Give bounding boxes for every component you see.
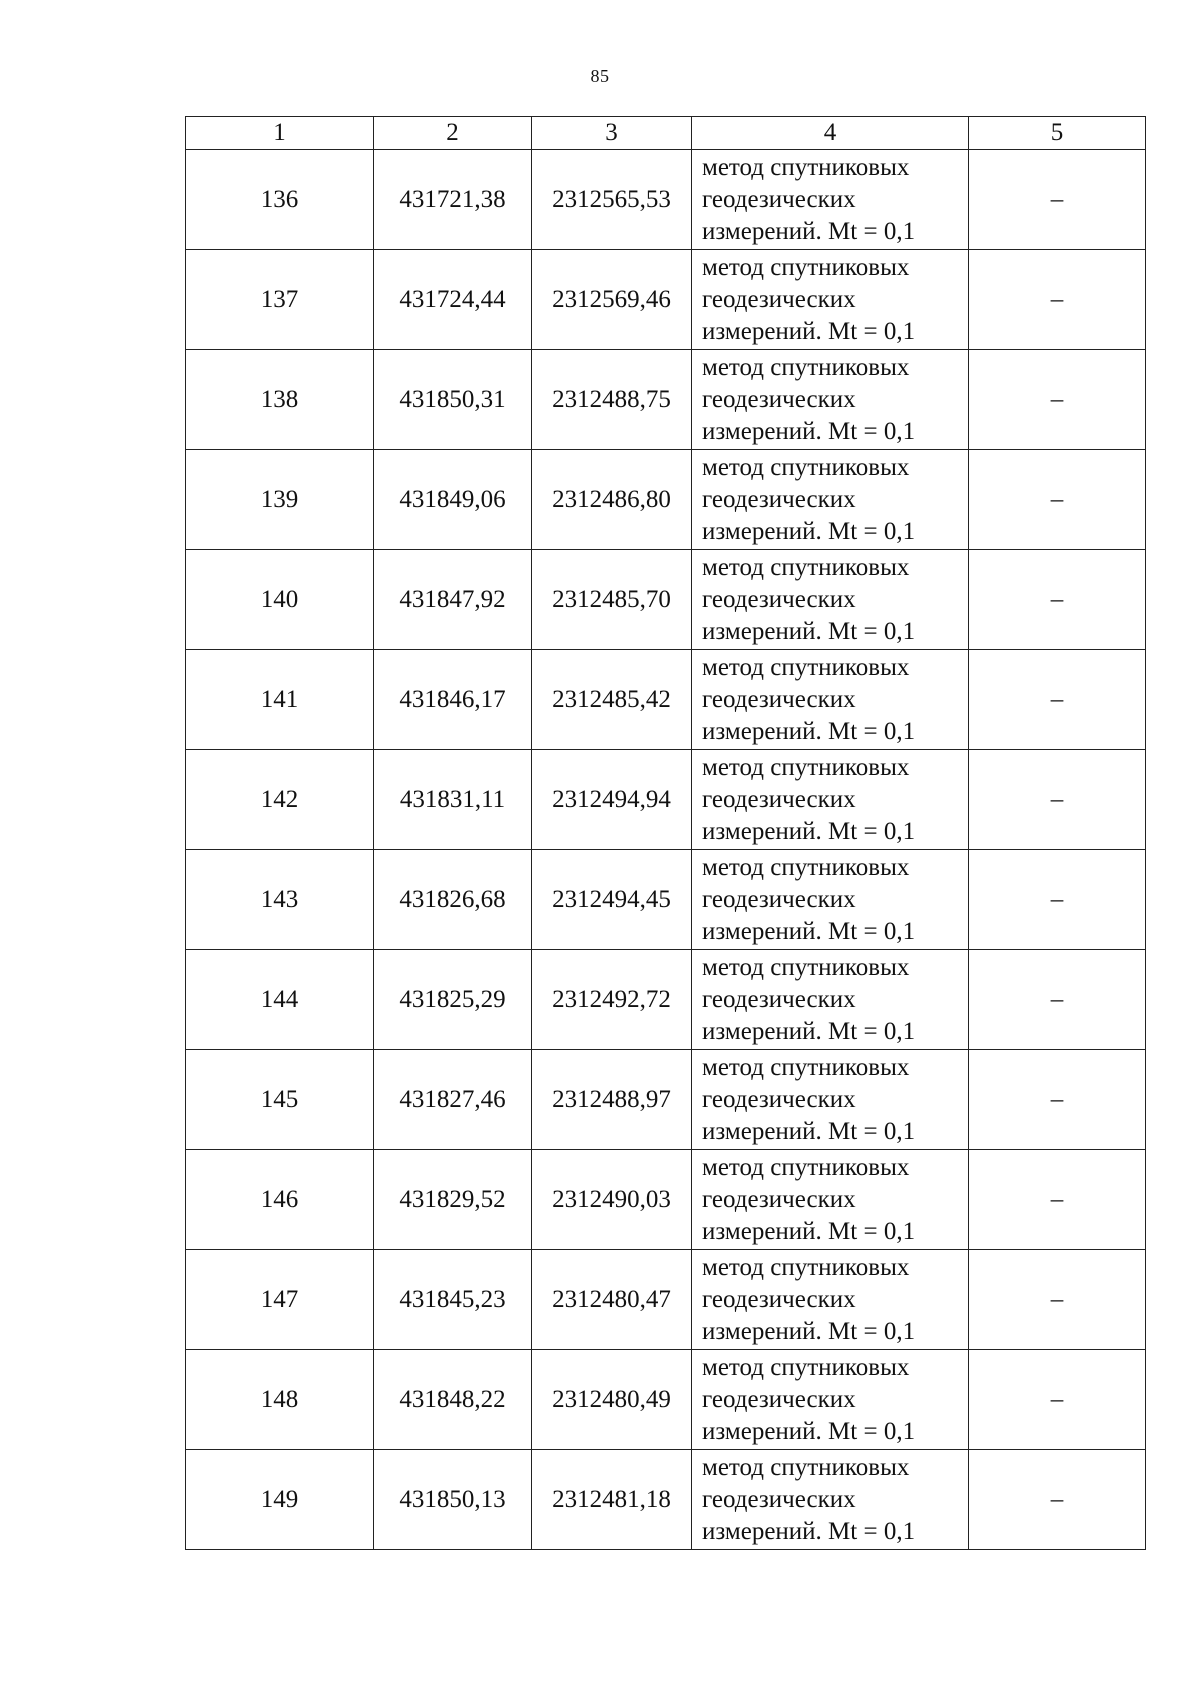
table-row xyxy=(186,1350,1146,1450)
table-row xyxy=(186,350,1146,450)
x-coordinate-cell: 431850,31 xyxy=(374,350,532,450)
note-cell: – xyxy=(969,650,1146,750)
note-cell: – xyxy=(969,1250,1146,1350)
x-coordinate-cell: 431850,13 xyxy=(374,1450,532,1550)
point-number-cell: 146 xyxy=(186,1150,374,1250)
y-coordinate-cell: 2312486,80 xyxy=(532,450,692,550)
point-number-cell: 139 xyxy=(186,450,374,550)
method-cell xyxy=(692,1450,969,1550)
method-text-line: измерений. Mt = 0,1 xyxy=(702,1517,916,1545)
x-coordinate-cell: 431826,68 xyxy=(374,850,532,950)
method-text-line: геодезических xyxy=(702,585,856,613)
x-coordinate-cell: 431827,46 xyxy=(374,1050,532,1150)
method-text-line: метод спутниковых xyxy=(702,453,910,481)
table-row xyxy=(186,1450,1146,1550)
method-text-line: измерений. Mt = 0,1 xyxy=(702,717,916,745)
table-row xyxy=(186,750,1146,850)
point-number-cell: 137 xyxy=(186,250,374,350)
header-cell-5: 5 xyxy=(969,117,1146,150)
y-coordinate-cell: 2312490,03 xyxy=(532,1150,692,1250)
method-text-line: измерений. Mt = 0,1 xyxy=(702,1117,916,1145)
y-coordinate-cell: 2312480,49 xyxy=(532,1350,692,1450)
method-text-line: геодезических xyxy=(702,1085,856,1113)
method-cell xyxy=(692,1250,969,1350)
method-cell xyxy=(692,250,969,350)
method-text-line: метод спутниковых xyxy=(702,853,910,881)
note-cell: – xyxy=(969,850,1146,950)
y-coordinate-cell: 2312485,70 xyxy=(532,550,692,650)
table-row xyxy=(186,250,1146,350)
method-cell xyxy=(692,650,969,750)
note-cell: – xyxy=(969,550,1146,650)
note-cell: – xyxy=(969,1350,1146,1450)
method-text-line: метод спутниковых xyxy=(702,1253,910,1281)
method-text-line: геодезических xyxy=(702,885,856,913)
point-number-cell: 141 xyxy=(186,650,374,750)
method-text-line: измерений. Mt = 0,1 xyxy=(702,1017,916,1045)
y-coordinate-cell: 2312488,97 xyxy=(532,1050,692,1150)
method-cell xyxy=(692,850,969,950)
note-cell: – xyxy=(969,250,1146,350)
point-number-cell: 143 xyxy=(186,850,374,950)
table-row xyxy=(186,150,1146,250)
method-text-line: метод спутниковых xyxy=(702,353,910,381)
method-text-line: метод спутниковых xyxy=(702,253,910,281)
method-cell xyxy=(692,750,969,850)
method-text-line: измерений. Mt = 0,1 xyxy=(702,317,916,345)
x-coordinate-cell: 431825,29 xyxy=(374,950,532,1050)
method-cell xyxy=(692,1350,969,1450)
method-text-line: измерений. Mt = 0,1 xyxy=(702,917,916,945)
header-row xyxy=(186,117,1146,150)
y-coordinate-cell: 2312494,45 xyxy=(532,850,692,950)
x-coordinate-cell: 431724,44 xyxy=(374,250,532,350)
table-header xyxy=(186,117,1146,150)
page-number: 85 xyxy=(590,66,610,86)
method-text-line: геодезических xyxy=(702,385,856,413)
method-text-line: геодезических xyxy=(702,1185,856,1213)
method-text-line: измерений. Mt = 0,1 xyxy=(702,1317,916,1345)
table-row xyxy=(186,1250,1146,1350)
y-coordinate-cell: 2312492,72 xyxy=(532,950,692,1050)
method-cell xyxy=(692,150,969,250)
note-cell: – xyxy=(969,1050,1146,1150)
table-row xyxy=(186,950,1146,1050)
note-cell: – xyxy=(969,350,1146,450)
method-text-line: метод спутниковых xyxy=(702,753,910,781)
point-number-cell: 147 xyxy=(186,1250,374,1350)
y-coordinate-cell: 2312481,18 xyxy=(532,1450,692,1550)
y-coordinate-cell: 2312494,94 xyxy=(532,750,692,850)
method-cell xyxy=(692,450,969,550)
method-text-line: метод спутниковых xyxy=(702,1353,910,1381)
table-row xyxy=(186,450,1146,550)
point-number-cell: 138 xyxy=(186,350,374,450)
point-number-cell: 144 xyxy=(186,950,374,1050)
x-coordinate-cell: 431845,23 xyxy=(374,1250,532,1350)
table-body xyxy=(186,150,1146,1550)
point-number-cell: 149 xyxy=(186,1450,374,1550)
note-cell: – xyxy=(969,150,1146,250)
header-cell-2: 2 xyxy=(374,117,532,150)
x-coordinate-cell: 431848,22 xyxy=(374,1350,532,1450)
header-cell-1: 1 xyxy=(186,117,374,150)
x-coordinate-cell: 431829,52 xyxy=(374,1150,532,1250)
point-number-cell: 142 xyxy=(186,750,374,850)
x-coordinate-cell: 431846,17 xyxy=(374,650,532,750)
point-number-cell: 145 xyxy=(186,1050,374,1150)
method-text-line: метод спутниковых xyxy=(702,953,910,981)
method-text-line: метод спутниковых xyxy=(702,153,910,181)
coordinates-table xyxy=(185,116,1146,1550)
method-text-line: геодезических xyxy=(702,185,856,213)
method-text-line: геодезических xyxy=(702,685,856,713)
method-text-line: геодезических xyxy=(702,785,856,813)
x-coordinate-cell: 431847,92 xyxy=(374,550,532,650)
method-cell xyxy=(692,1050,969,1150)
header-cell-4: 4 xyxy=(692,117,969,150)
y-coordinate-cell: 2312485,42 xyxy=(532,650,692,750)
method-text-line: геодезических xyxy=(702,1485,856,1513)
table-row xyxy=(186,1150,1146,1250)
method-text-line: измерений. Mt = 0,1 xyxy=(702,417,916,445)
method-text-line: метод спутниковых xyxy=(702,553,910,581)
method-text-line: измерений. Mt = 0,1 xyxy=(702,617,916,645)
point-number-cell: 136 xyxy=(186,150,374,250)
method-text-line: геодезических xyxy=(702,985,856,1013)
method-cell xyxy=(692,350,969,450)
method-text-line: измерений. Mt = 0,1 xyxy=(702,817,916,845)
y-coordinate-cell: 2312569,46 xyxy=(532,250,692,350)
note-cell: – xyxy=(969,450,1146,550)
y-coordinate-cell: 2312480,47 xyxy=(532,1250,692,1350)
method-text-line: измерений. Mt = 0,1 xyxy=(702,1417,916,1445)
method-cell xyxy=(692,1150,969,1250)
method-text-line: геодезических xyxy=(702,485,856,513)
method-text-line: метод спутниковых xyxy=(702,1053,910,1081)
table-row xyxy=(186,550,1146,650)
method-text-line: измерений. Mt = 0,1 xyxy=(702,517,916,545)
table-row xyxy=(186,850,1146,950)
method-text-line: метод спутниковых xyxy=(702,1153,910,1181)
table-row xyxy=(186,1050,1146,1150)
point-number-cell: 140 xyxy=(186,550,374,650)
method-cell xyxy=(692,550,969,650)
point-number-cell: 148 xyxy=(186,1350,374,1450)
x-coordinate-cell: 431831,11 xyxy=(374,750,532,850)
note-cell: – xyxy=(969,1450,1146,1550)
note-cell: – xyxy=(969,1150,1146,1250)
x-coordinate-cell: 431721,38 xyxy=(374,150,532,250)
method-text-line: измерений. Mt = 0,1 xyxy=(702,1217,916,1245)
header-cell-3: 3 xyxy=(532,117,692,150)
note-cell: – xyxy=(969,750,1146,850)
note-cell: – xyxy=(969,950,1146,1050)
method-text-line: геодезических xyxy=(702,1285,856,1313)
table-row xyxy=(186,650,1146,750)
y-coordinate-cell: 2312565,53 xyxy=(532,150,692,250)
method-text-line: геодезических xyxy=(702,285,856,313)
x-coordinate-cell: 431849,06 xyxy=(374,450,532,550)
method-cell xyxy=(692,950,969,1050)
method-text-line: геодезических xyxy=(702,1385,856,1413)
method-text-line: метод спутниковых xyxy=(702,1453,910,1481)
y-coordinate-cell: 2312488,75 xyxy=(532,350,692,450)
method-text-line: метод спутниковых xyxy=(702,653,910,681)
method-text-line: измерений. Mt = 0,1 xyxy=(702,217,916,245)
